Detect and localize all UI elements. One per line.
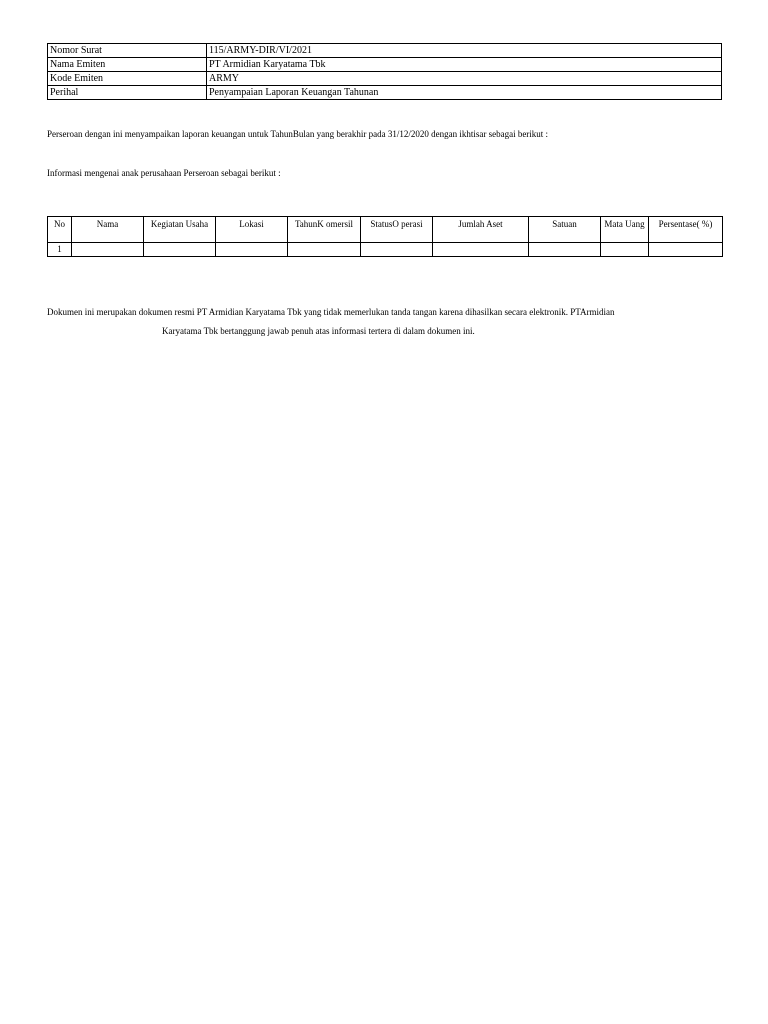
column-header: Satuan	[529, 217, 601, 243]
info-row-kode-emiten	[48, 72, 722, 86]
column-header: StatusO perasi	[361, 217, 433, 243]
column-header: Jumlah Aset	[433, 217, 529, 243]
info-label: Kode Emiten	[48, 72, 207, 86]
table-cell	[649, 243, 723, 257]
table-cell	[72, 243, 144, 257]
table-cell	[433, 243, 529, 257]
column-header: TahunK omersil	[288, 217, 361, 243]
info-value: ARMY	[207, 72, 722, 86]
column-header: Mata Uang	[601, 217, 649, 243]
column-header: No	[48, 217, 72, 243]
column-header: Persentase( %)	[649, 217, 723, 243]
info-label: Perihal	[48, 86, 207, 100]
info-row-nama-emiten	[48, 58, 722, 72]
subsidiary-table	[47, 216, 723, 257]
column-header: Nama	[72, 217, 144, 243]
info-value: Penyampaian Laporan Keuangan Tahunan	[207, 86, 722, 100]
info-row-perihal	[48, 86, 722, 100]
info-value: PT Armidian Karyatama Tbk	[207, 58, 722, 72]
notice-line-2: Karyatama Tbk bertanggung jawab penuh atas informasi tertera di dalam dokumen ini.	[162, 326, 475, 336]
table-header-row	[48, 217, 723, 243]
info-row-nomor-surat	[48, 44, 722, 58]
table-cell	[144, 243, 216, 257]
subsidiary-intro: Informasi mengenai anak perusahaan Perseroan sebagai berikut :	[47, 168, 281, 178]
info-label: Nomor Surat	[48, 44, 207, 58]
table-row	[48, 243, 723, 257]
notice-line-1: Dokumen ini merupakan dokumen resmi PT Armidian Karyatama Tbk yang tidak memerlukan tanda tangan karena dihasilkan secara elektronik. PTArmidian	[47, 307, 615, 317]
table-cell	[288, 243, 361, 257]
letter-info-table	[47, 43, 722, 100]
table-cell	[216, 243, 288, 257]
table-cell	[601, 243, 649, 257]
column-header: Kegiatan Usaha	[144, 217, 216, 243]
info-label: Nama Emiten	[48, 58, 207, 72]
electronic-document-notice	[47, 303, 722, 341]
table-cell: 1	[48, 243, 72, 257]
table-cell	[361, 243, 433, 257]
info-value: 115/ARMY-DIR/VI/2021	[207, 44, 722, 58]
report-statement: Perseroan dengan ini menyampaikan laporan keuangan untuk TahunBulan yang berakhir pada 31/12/2020 dengan ikhtisar sebagai berikut :	[47, 129, 549, 139]
column-header: Lokasi	[216, 217, 288, 243]
table-cell	[529, 243, 601, 257]
